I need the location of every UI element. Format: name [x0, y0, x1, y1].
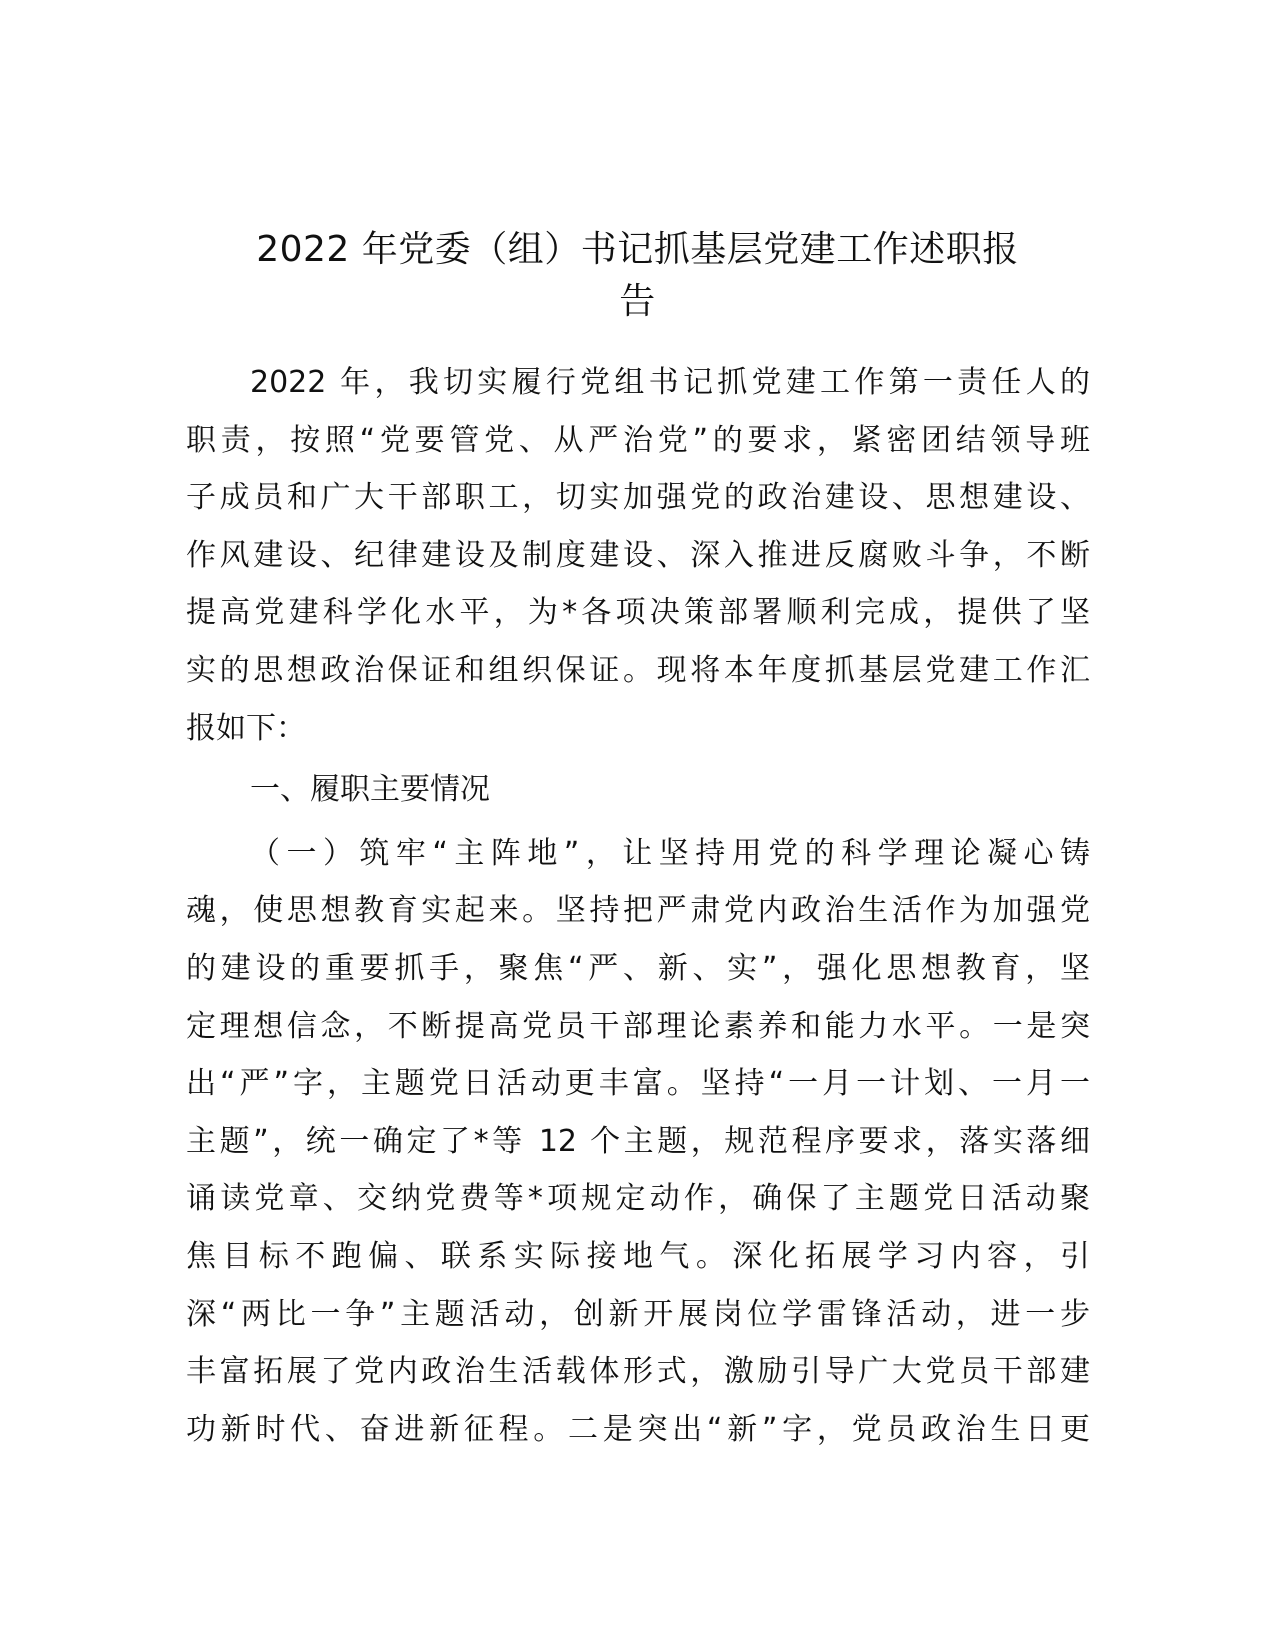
section-heading: 一、履职主要情况	[250, 772, 490, 808]
intro-line: 报如下：	[186, 710, 306, 746]
section1-line: （一）筑牢“主阵地”，让坚持用党的科学理论凝心铸	[250, 835, 1090, 871]
document-title	[150, 224, 1125, 328]
section1-line: 魂，使思想教育实起来。坚持把严肃党内政治生活作为加强党	[186, 893, 1090, 929]
section1-line: 诵读党章、交纳党费等*项规定动作，确保了主题党日活动聚	[186, 1181, 1090, 1217]
section1-line: 定理想信念，不断提高党员干部理论素养和能力水平。一是突	[186, 1008, 1090, 1044]
section1-line: 功新时代、奋进新征程。二是突出“新”字，党员政治生日更	[186, 1411, 1090, 1447]
intro-line: 2022 年，我切实履行党组书记抓党建工作第一责任人的	[250, 365, 1090, 400]
section1-line: 丰富拓展了党内政治生活载体形式，激励引导广大党员干部建	[186, 1354, 1090, 1390]
intro-line: 职责，按照“党要管党、从严治党”的要求，紧密团结领导班	[186, 422, 1090, 458]
section1-line: 深“两比一争”主题活动，创新开展岗位学雷锋活动，进一步	[186, 1296, 1090, 1332]
title-line-2: 告	[619, 281, 656, 322]
title-line-1: 2022 年党委（组）书记抓基层党建工作述职报	[256, 229, 1019, 270]
intro-line: 实的思想政治保证和组织保证。现将本年度抓基层党建工作汇	[186, 652, 1090, 688]
intro-line: 提高党建科学化水平，为*各项决策部署顺利完成，提供了坚	[186, 595, 1090, 631]
document-body	[186, 354, 1090, 1458]
section1-line: 焦目标不跑偏、联系实际接地气。深化拓展学习内容，引	[186, 1238, 1090, 1274]
section1-line: 出“严”字，主题党日活动更丰富。坚持“一月一计划、一月一	[186, 1066, 1090, 1102]
section1-line: 的建设的重要抓手，聚焦“严、新、实”，强化思想教育，坚	[186, 950, 1090, 986]
intro-line: 子成员和广大干部职工，切实加强党的政治建设、思想建设、	[186, 480, 1090, 516]
section1-line: 主题”，统一确定了*等 12 个主题，规范程序要求，落实落细	[186, 1123, 1090, 1159]
intro-line: 作风建设、纪律建设及制度建设、深入推进反腐败斗争，不断	[186, 537, 1090, 573]
